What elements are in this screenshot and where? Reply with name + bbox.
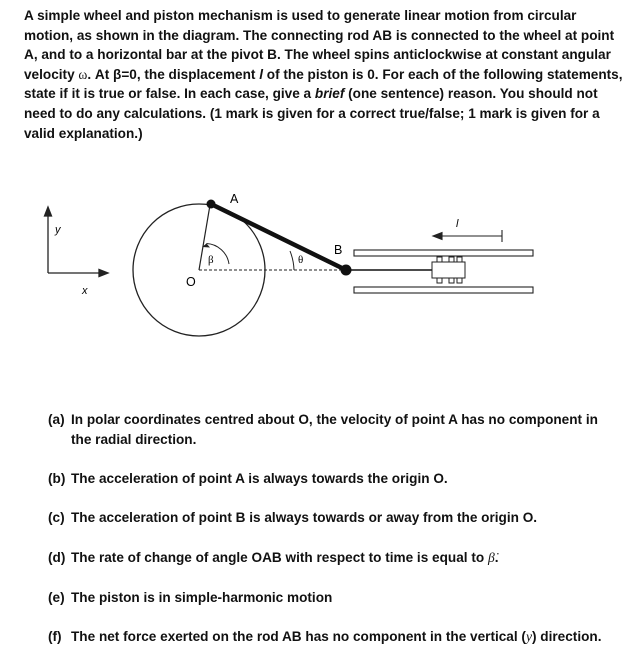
x-axis-arrowhead: [99, 270, 108, 277]
question-text: In polar coordinates centred about O, the velocity of point A has no component in: [71, 412, 598, 427]
question-label: (e): [48, 590, 65, 605]
question-f: [48, 627, 618, 647]
question-label: (f): [48, 629, 62, 644]
question-label: (b): [48, 471, 66, 486]
lower-guide-rail: [354, 287, 533, 293]
label-l: l: [456, 218, 459, 230]
piston: [432, 257, 465, 283]
label-beta: β: [208, 254, 214, 266]
upper-guide-rail: [354, 250, 533, 256]
question-label: (c): [48, 510, 65, 525]
question-end: .: [494, 550, 499, 565]
question-b: [48, 469, 618, 489]
mechanism-diagram: [0, 185, 639, 375]
question-d: [48, 548, 618, 568]
axis-x-label: x: [82, 285, 88, 297]
y-axis-arrowhead: [45, 207, 52, 216]
pivot-A: [207, 200, 216, 209]
label-O: O: [186, 275, 196, 289]
question-text: The rate of change of angle OAB with respect to time is equal to: [71, 550, 488, 565]
question-a: [48, 410, 618, 449]
question-label: (d): [48, 550, 66, 565]
question-end: ) direction.: [532, 629, 602, 644]
question-text: The net force exerted on the rod AB has no component in the vertical (: [71, 629, 526, 644]
question-c: [48, 508, 618, 528]
axis-y-label: y: [55, 224, 61, 236]
y-symbol: y: [525, 629, 532, 644]
problem-statement: [24, 6, 624, 143]
omega-symbol: ω: [78, 66, 88, 82]
intro-part1: A simple wheel and piston mechanism is used to generate linear motion from circular motion, as shown in the diagram. The connecting rod AB is connected to the wheel at point A, and to a horizontal bar at the pivot B. The wheel spins anticlockwise at constant angular velocity: [24, 8, 615, 82]
intro-part2: . At β=0, the displacement: [87, 66, 260, 82]
question-text: The acceleration of point A is always towards the origin O.: [71, 471, 448, 486]
theta-arc: [290, 251, 294, 270]
question-text-continued: the radial direction.: [71, 431, 197, 447]
question-label: (a): [48, 412, 65, 427]
displacement-l-arrow: [433, 230, 502, 242]
brief-emphasis: brief: [314, 86, 345, 102]
question-text: The acceleration of point B is always towards or away from the origin O.: [71, 510, 538, 525]
l-symbol: l: [259, 66, 263, 82]
question-e: [48, 588, 618, 608]
label-theta: θ: [298, 254, 304, 266]
xy-axes: [45, 207, 109, 277]
beta-dot-symbol: β̇: [487, 550, 495, 565]
intro-part3: of the piston is 0. For each of the following statements, state if it is true or false. In each case, give a: [24, 66, 623, 102]
connecting-rod-AB: [211, 204, 346, 270]
question-text: The piston is in simple-harmonic motion: [71, 590, 333, 605]
intro-part4: (one sentence) reason. You should not need to do any calculations. (1 mark is given for a correct true/false; 1 mark is given for a valid explanation.): [24, 86, 600, 141]
label-A: A: [230, 192, 239, 206]
label-B: B: [334, 243, 343, 257]
